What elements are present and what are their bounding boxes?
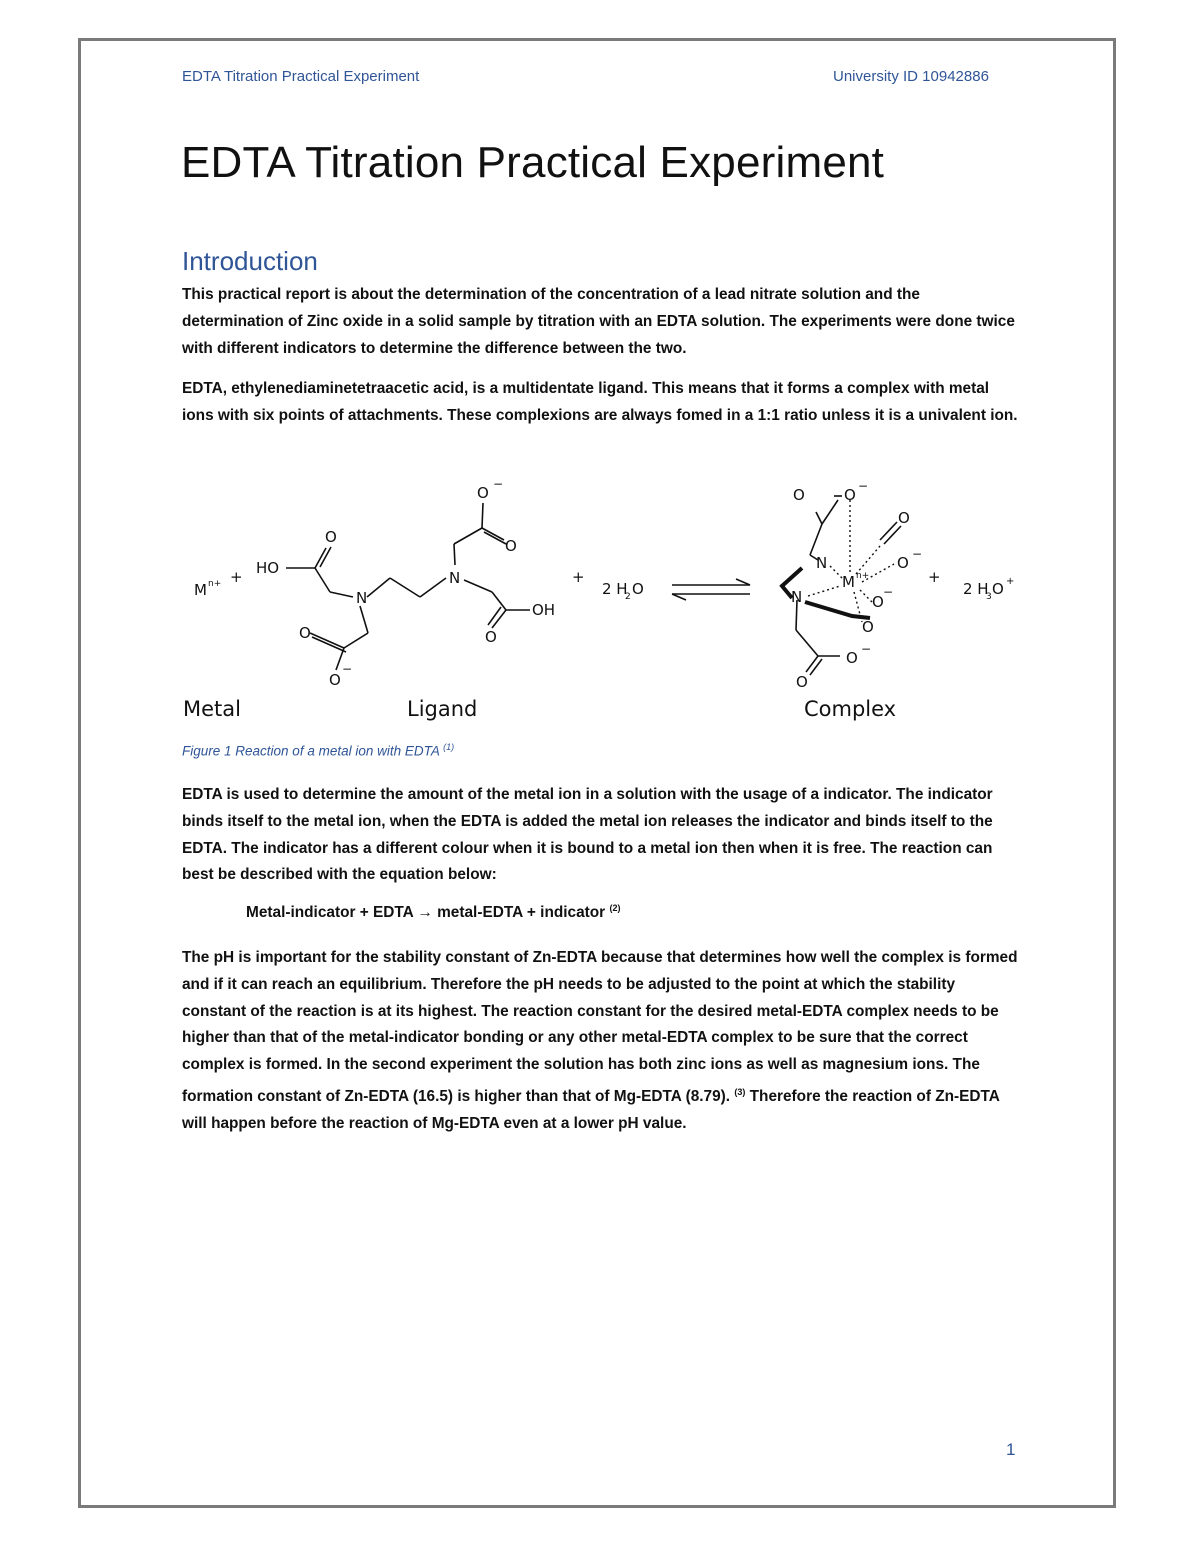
- ligand-minus-top: −: [493, 477, 504, 491]
- paragraph-indicator: EDTA is used to determine the amount of the metal ion in a solution with the usage of a indicator. The indicator binds itself to the metal ion, when the EDTA is added the metal ion releases the indicator and binds itself to the EDTA. The indicator has a different colour when it is bound to a metal ion then when it is free. The reaction can best be described with the equation below:: [182, 786, 993, 884]
- ligand-o-bottom-left: O: [299, 624, 311, 642]
- paragraph-intro-1: This practical report is about the determination of the concentration of a lead nitrate solution and the determination of Zinc oxide in a solid sample by titration with an EDTA solution. The experiments were done twice with different indicators to determine the difference between the two.: [182, 286, 1015, 357]
- complex-o-8: O: [796, 673, 808, 691]
- complex-o-3: O: [898, 509, 910, 527]
- plus-sign-1: +: [230, 568, 243, 586]
- water-h: 2 H: [602, 580, 628, 598]
- plus-sign-2: +: [572, 568, 585, 586]
- ligand-o-top: O: [477, 484, 489, 502]
- complex-minus-4: −: [861, 642, 872, 656]
- hydronium-o: O: [992, 580, 1004, 598]
- complex-minus-3: −: [883, 585, 894, 599]
- complex-o-5: O: [872, 593, 884, 611]
- complex-n-1: N: [816, 554, 828, 572]
- figure-caption-text: Figure 1 Reaction of a metal ion with EDTA: [182, 743, 440, 759]
- water-o: O: [632, 580, 644, 598]
- complex-minus-1: −: [858, 479, 869, 493]
- ligand-n-left: N: [356, 589, 368, 607]
- hydronium-h: 2 H: [963, 580, 989, 598]
- paragraph-ph: [182, 945, 1022, 1138]
- section-heading-introduction: Introduction: [182, 246, 318, 276]
- figure-caption-ref: (1): [443, 742, 455, 752]
- equation-ref: (2): [609, 903, 621, 913]
- equilibrium-arrow: [672, 579, 750, 600]
- ligand-o-bottom: O: [329, 671, 341, 689]
- complex-n-2: N: [791, 588, 803, 606]
- ligand-o-top-left: O: [325, 528, 337, 546]
- paragraph-ph-ref: (3): [734, 1086, 746, 1097]
- ligand-n-right: N: [449, 569, 461, 587]
- hydronium-subscript: 3: [986, 592, 992, 602]
- complex-o-2: O: [844, 486, 856, 504]
- complex-m-charge: n+: [856, 571, 870, 581]
- hydronium-charge: +: [1006, 576, 1015, 587]
- header-university-id: University ID 10942886: [833, 68, 989, 85]
- label-complex: Complex: [804, 697, 897, 721]
- complex-o-1: O: [793, 486, 805, 504]
- complex-m: M: [842, 573, 855, 591]
- paragraph-ph-text-a: The pH is important for the stability constant of Zn-EDTA because that determines how well the complex is formed and if it can reach an equilibrium. Therefore the pH needs to be adjusted to the point at which the stability constant of the reaction is at its highest. The reaction constant for the desired metal-EDTA complex needs to be higher than that of the metal-indicator bonding or any other metal-EDTA complex to be sure that the correct complex is formed. In the second experiment the solution has both zinc ions as well as magnesium ions. The formation constant of Zn-EDTA (16.5) is higher than that of Mg-EDTA (8.79).: [182, 949, 1018, 1106]
- ligand-o-bottom-right: O: [485, 628, 497, 646]
- water-subscript: 2: [625, 592, 631, 602]
- page-number: 1: [1006, 1440, 1016, 1459]
- equation-text: Metal-indicator + EDTA → metal-EDTA + indicator: [246, 904, 606, 922]
- plus-sign-3: +: [928, 568, 941, 586]
- header-title: EDTA Titration Practical Experiment: [182, 68, 420, 85]
- reaction-equation: [246, 903, 620, 922]
- complex-o-7: O: [846, 649, 858, 667]
- label-metal: Metal: [183, 697, 241, 721]
- edta-reaction-figure: [170, 470, 1030, 730]
- ligand-o-top-right: O: [505, 537, 517, 555]
- complex-minus-2: −: [912, 547, 923, 561]
- ligand-minus-bottom: −: [342, 662, 353, 676]
- metal-ion-symbol: M: [194, 581, 207, 599]
- complex-o-6: O: [862, 618, 874, 636]
- ligand-oh-label: OH: [532, 601, 556, 619]
- document-title: EDTA Titration Practical Experiment: [181, 138, 885, 187]
- paragraph-ph-text-b: Therefore the reaction of Zn-EDTA will happen before the reaction of Mg-EDTA even at a lower pH value.: [182, 1088, 1000, 1132]
- metal-ion-charge: n+: [208, 579, 222, 589]
- label-ligand: Ligand: [407, 697, 478, 721]
- ligand-ho-label: HO: [256, 559, 280, 577]
- complex-o-4: O: [897, 554, 909, 572]
- paragraph-intro-2: EDTA, ethylenediaminetetraacetic acid, is a multidentate ligand. This means that it forms a complex with metal ions with six points of attachments. These complexions are always fomed in a 1:1 ratio unless it is a univalent ion.: [182, 380, 1018, 424]
- figure-caption: [182, 742, 454, 759]
